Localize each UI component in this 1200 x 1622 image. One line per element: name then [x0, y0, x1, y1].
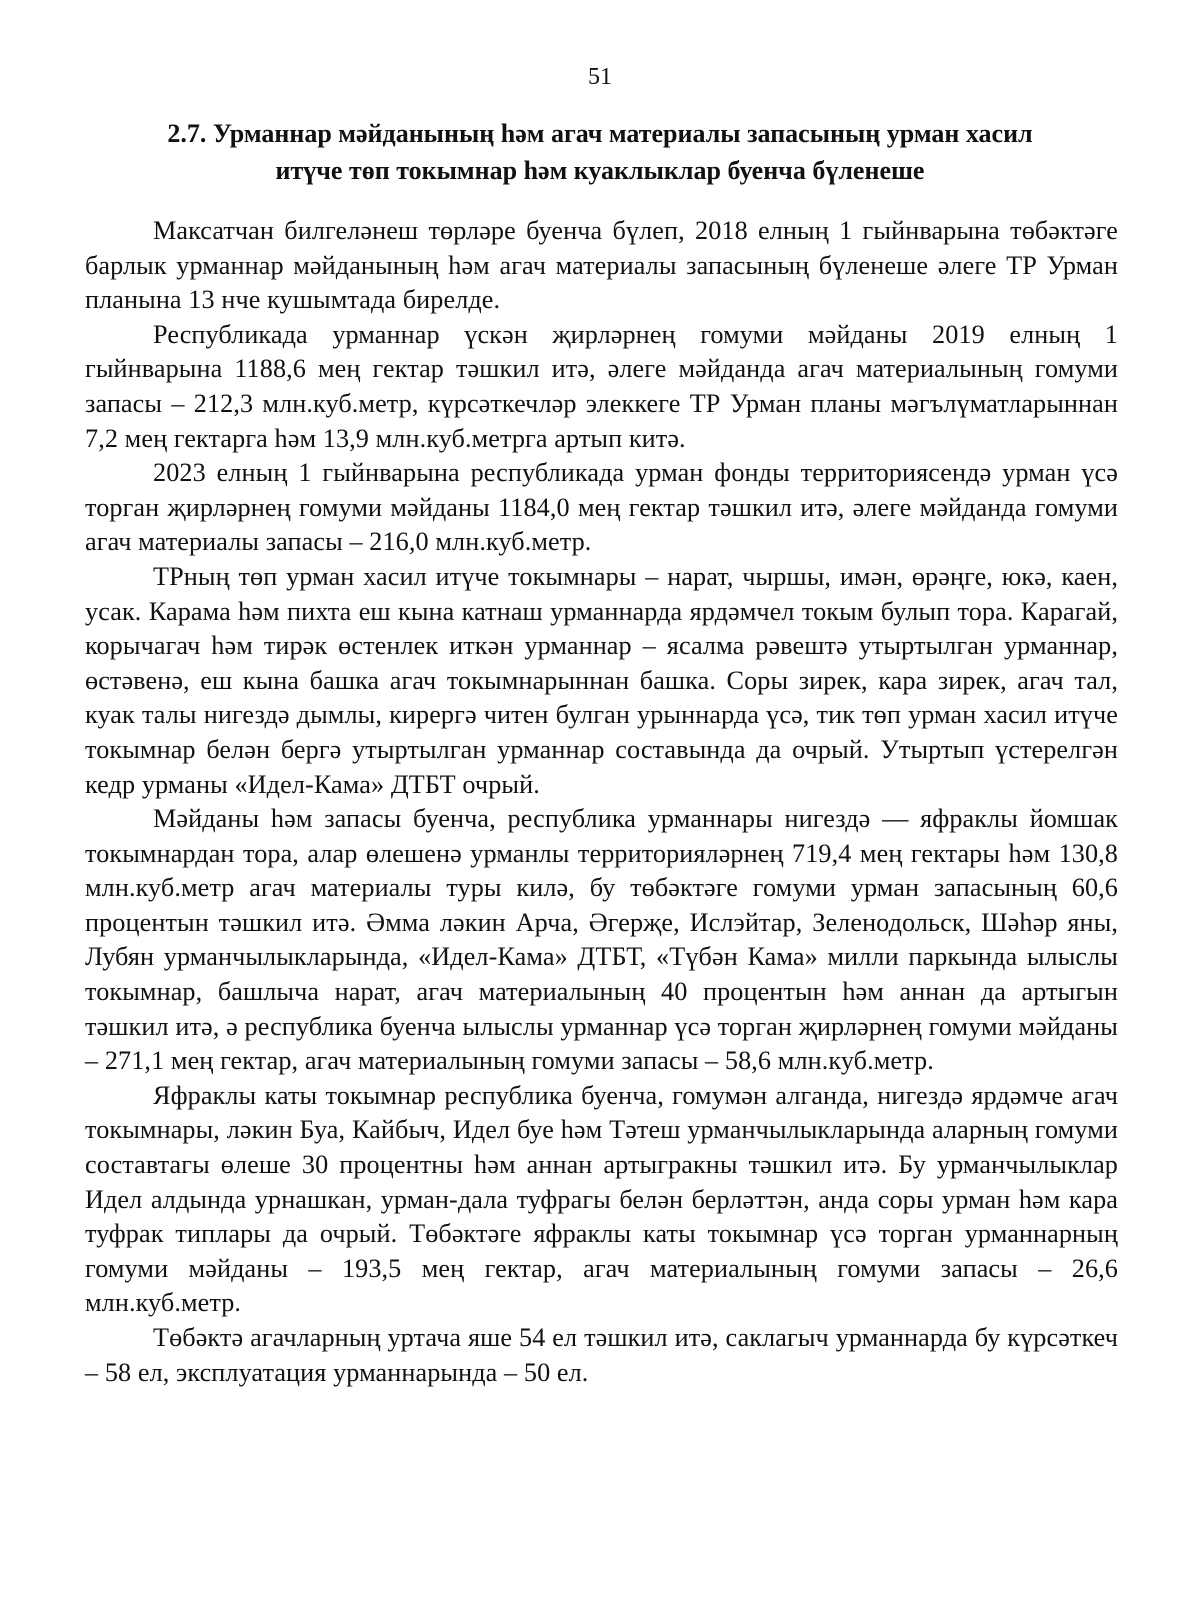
- page-number: 51: [588, 64, 612, 90]
- body-text: [85, 214, 1118, 1390]
- paragraph: Мәйданы һәм запасы буенча, республика урманнары нигездә — яфраклы йомшак токымнардан тора, алар өлешенә урманлы территорияләрнең 719,4 мең гектары һәм 130,8 млн.куб.метр агач материалы туры килә, бу төбәктәге гомуми урман запасының 60,6 процентын тәшкил итә. Әмма ләкин Арча, Әгерҗе, Ислэйтар, Зеленодольск, Шәһәр яны, Лубян урманчылыкларында, «Идел-Кама» ДТБТ, «Түбән Кама» милли паркында ылыслы токымнар, башлыча нарат, агач материалының 40 процентын һәм аннан да артыгын тәшкил итә, ә республика буенча ылыслы урманнар үсә торган җирләрнең гомуми мәйданы – 271,1 мең гектар, агач материалының гомуми запасы – 58,6 млн.куб.метр.: [85, 804, 1118, 1076]
- paragraph: Яфраклы каты токымнар республика буенча, гомумән алганда, нигездә ярдәмче агач токымнары, ләкин Буа, Кайбыч, Идел буе һәм Тәтеш урманчылыкларында аларның гомуми составтагы өлеше 30 процентны һәм аннан артыгракны тәшкил итә. Бу урманчылыклар Идел алдында урнашкан, урман-дала туфрагы белән берләттән, анда соры урман һәм кара туфрак типлары да очрый. Төбәктәге яфраклы каты токымнар үсә торган урманнарның гомуми мәйданы – 193,5 мең гектар, агач материалының гомуми запасы – 26,6 млн.куб.метр.: [85, 1080, 1118, 1318]
- paragraph: 2023 елның 1 гыйнварына республикада урман фонды территориясендә урман үсә торган җирләрнең гомуми мәйданы 1184,0 мең гектар тәшкил итә, әлеге мәйданда гомуми агач материалы запасы – 216,0 млн.куб.метр.: [85, 458, 1118, 557]
- section-title: 2.7. Урманнар мәйданының һәм агач материалы запасының урман хасил итүче төп токымнар һәм куаклыклар буенча бүленеше: [167, 119, 1033, 185]
- paragraph: Төбәктә агачларның уртача яше 54 ел тәшкил итә, саклагыч урманнарда бу күрсәткеч – 58 ел, эксплуатация урманнарында – 50 ел.: [85, 1323, 1118, 1387]
- paragraph: Максатчан билгеләнеш төрләре буенча бүлеп, 2018 елның 1 гыйнварына төбәктәге барлык урманнар мәйданының һәм агач материалы запасының бүленеше әлеге ТР Урман планына 13 нче кушымтада бирелде.: [85, 216, 1118, 315]
- paragraph: Республикада урманнар үскән җирләрнең гомуми мәйданы 2019 елның 1 гыйнварына 1188,6 мең гектар тәшкил итә, әлеге мәйданда агач материалының гомуми запасы – 212,3 млн.куб.метр, күрсәткечләр элеккеге ТР Урман планы мәгълүматларыннан 7,2 мең гектарга һәм 13,9 млн.куб.метрга артып китә.: [85, 319, 1118, 453]
- paragraph: ТРның төп урман хасил итүче токымнары – нарат, чыршы, имән, өрәңге, юкә, каен, усак. Карама һәм пихта еш кына катнаш урманнарда ярдәмчел токым булып тора. Карагай, корычагач һәм тирәк өстенлек иткән урманнар – ясалма рәвештә утыртылган урманнар, өстәвенә, еш кына башка агач токымнарыннан башка. Соры зирек, кара зирек, агач тал, куак талы нигездә дымлы, кирергә читен булган урыннарда үсә, тик төп урман хасил итүче токымнар белән бергә утыртылган урманнар составында да очрый. Утыртып үстерелгән кедр урманы «Идел-Кама» ДТБТ очрый.: [85, 561, 1118, 799]
